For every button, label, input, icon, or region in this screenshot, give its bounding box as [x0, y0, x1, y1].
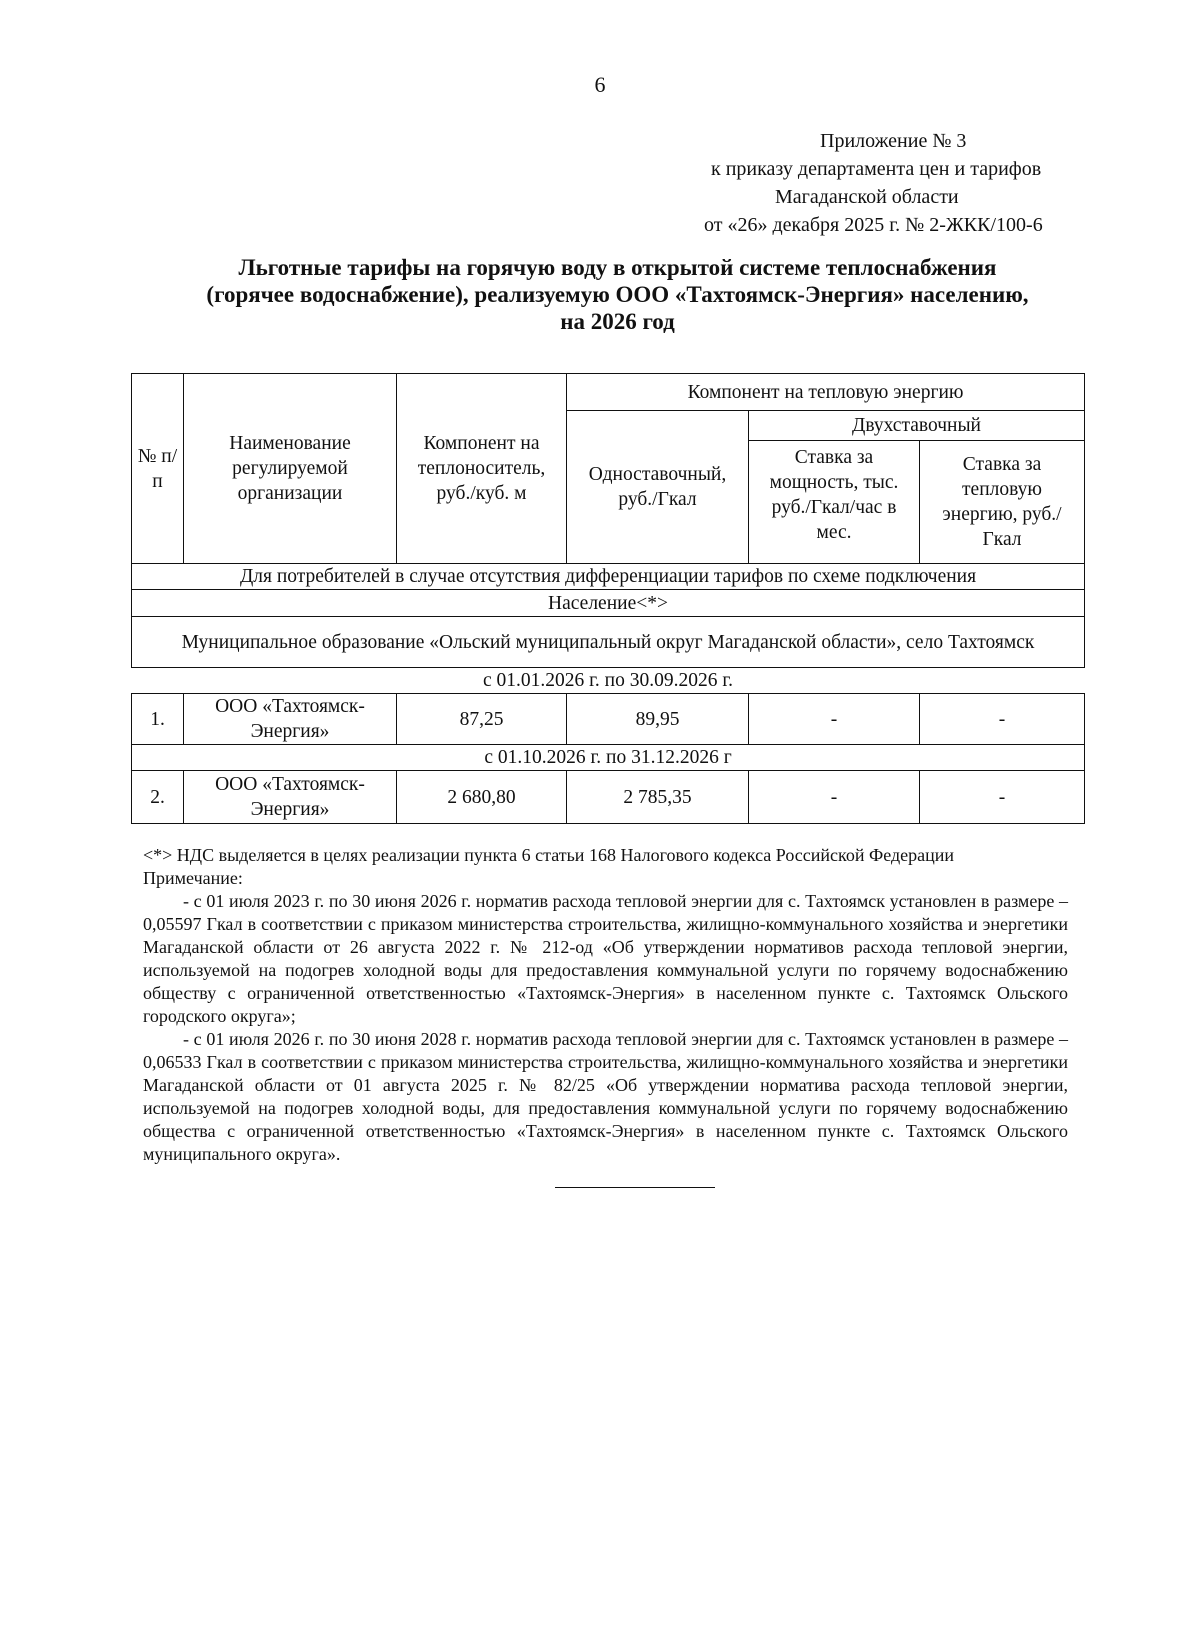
tariff-table — [131, 373, 1085, 824]
row-carrier: 87,25 — [397, 694, 567, 745]
row-power: - — [749, 694, 920, 745]
header-two-part: Двухставочный — [749, 411, 1085, 441]
vat-footnote: <*> НДС выделяется в целях реализации пункта 6 статьи 168 Налогового кодекса Российской Федерации — [143, 845, 954, 865]
end-divider — [555, 1187, 715, 1188]
period-label-1: с 01.01.2026 г. по 30.09.2026 г. — [132, 668, 1085, 694]
appendix-date: от «26» декабря 2025 г. № 2-ЖКК/100-6 — [704, 214, 1043, 236]
header-heat-rate: Ставка за тепловую энергию, руб./Гкал — [920, 441, 1085, 564]
row-carrier: 2 680,80 — [397, 771, 567, 824]
row-single: 2 785,35 — [567, 771, 749, 824]
section-population: Население<*> — [132, 590, 1085, 617]
row-num: 1. — [132, 694, 184, 745]
header-carrier: Компонент на теплоноситель, руб./куб. м — [397, 374, 567, 564]
appendix-order: к приказу департамента цен и тарифов — [711, 158, 1042, 180]
page-number: 6 — [594, 72, 606, 97]
notes-block — [143, 844, 1068, 1166]
header-org: Наименование регулируемой организации — [184, 374, 397, 564]
header-heat-component: Компонент на тепловую энергию — [567, 374, 1085, 411]
title-line-2: (горячее водоснабжение), реализуемую ООО «Тахтоямск-Энергия» населению, — [206, 282, 1029, 307]
title-line-1: Льготные тарифы на горячую воду в открытой системе теплоснабжения — [238, 255, 997, 280]
row-single: 89,95 — [567, 694, 749, 745]
section-municipality: Муниципальное образование «Ольский муниципальный округ Магаданской области», село Тахтоямск — [132, 617, 1085, 668]
header-power-rate: Ставка за мощность, тыс. руб./Гкал/час в мес. — [749, 441, 920, 564]
row-heat: - — [920, 771, 1085, 824]
table-row — [132, 694, 1085, 745]
row-power: - — [749, 771, 920, 824]
title-line-3: на 2026 год — [560, 309, 675, 334]
appendix-title: Приложение № 3 — [820, 130, 967, 152]
header-num: № п/п — [132, 374, 184, 564]
row-num: 2. — [132, 771, 184, 824]
note-item-2: - с 01 июля 2026 г. по 30 июня 2028 г. норматив расхода тепловой энергии для с. Тахтоямск установлен в размере – 0,06533 Гкал в соответствии с приказом министерства строительства, жилищно-коммунального хозяйства и энергетики Магаданской области от 01 августа 2025 г. № 82/25 «Об утверждении норматива расхода тепловой энергии, используемой на подогрев холодной воды, для предоставления коммунальной услуги по горячему водоснабжению общества с ограниченной ответственностью «Тахтоямск-Энергия» в населенном пункте с. Тахтоямск Ольского муниципального округа». — [143, 1029, 1068, 1164]
row-heat: - — [920, 694, 1085, 745]
table-row — [132, 771, 1085, 824]
appendix-region: Магаданской области — [775, 186, 959, 208]
section-consumers: Для потребителей в случае отсутствия дифференциации тарифов по схеме подключения — [132, 564, 1085, 590]
row-org: ООО «Тахтоямск-Энергия» — [184, 771, 397, 824]
appendix-block — [600, 127, 1160, 239]
period-label-2: с 01.10.2026 г. по 31.12.2026 г — [132, 745, 1085, 771]
note-item-1: - с 01 июля 2023 г. по 30 июня 2026 г. норматив расхода тепловой энергии для с. Тахтоямск установлен в размере – 0,05597 Гкал в соответствии с приказом министерства строительства, жилищно-коммунального хозяйства и энергетики Магаданской области от 26 августа 2022 г. № 212-од «Об утверждении нормативов расхода тепловой энергии, используемой на подогрев холодной воды для предоставления коммунальной услуги по горячему водоснабжению обществу с ограниченной ответственностью «Тахтоямск-Энергия» в населенном пункте с. Тахтоямск Ольского городского округа»; — [143, 891, 1068, 1026]
header-single-rate: Одноставочный, руб./Гкал — [567, 411, 749, 564]
document-title — [120, 254, 1115, 335]
note-label: Примечание: — [143, 868, 243, 888]
row-org: ООО «Тахтоямск-Энергия» — [184, 694, 397, 745]
